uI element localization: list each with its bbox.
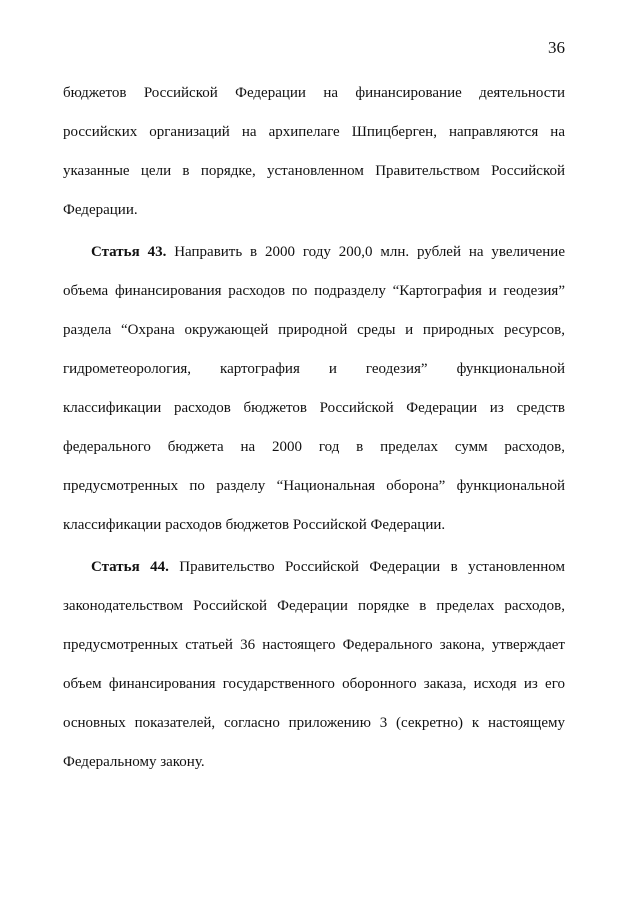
article-43: [63, 237, 565, 549]
text-line: законодательством Российской Федерации порядке в пределах расходов,: [63, 598, 565, 614]
text-line: гидрометеорология, картография и геодезия” функциональной: [63, 361, 565, 377]
article-44: [63, 552, 565, 786]
text-line: предусмотренных по разделу “Национальная оборона” функциональной: [63, 478, 565, 494]
text-line: федерального бюджета на 2000 год в пределах сумм расходов,: [63, 439, 565, 455]
text-line: классификации расходов бюджетов Российской Федерации из средств: [63, 400, 565, 416]
text-line: объема финансирования расходов по подразделу “Картография и геодезия”: [63, 283, 565, 299]
page-number: 36: [548, 38, 565, 57]
text-line: [63, 237, 565, 276]
article-label: Статья 44.: [91, 559, 169, 575]
text-line: основных показателей, согласно приложению 3 (секретно) к настоящему: [63, 715, 565, 731]
text-line: указанные цели в порядке, установленном Правительством Российской: [63, 163, 565, 179]
article-text: Направить в 2000 году 200,0 млн. рублей на увеличение: [166, 244, 565, 260]
paragraph-continuation: [63, 78, 565, 234]
text-line: объем финансирования государственного оборонного заказа, исходя из его: [63, 676, 565, 692]
text-line: классификации расходов бюджетов Российской Федерации.: [63, 517, 446, 533]
document-body: [63, 78, 565, 786]
article-text: Правительство Российской Федерации в установленном: [168, 559, 565, 575]
text-line: Федеральному закону.: [63, 754, 205, 770]
text-line: Федерации.: [63, 202, 138, 218]
text-line: российских организаций на архипелаге Шпицберген, направляются на: [63, 124, 565, 140]
text-line: [63, 552, 565, 591]
text-line: раздела “Охрана окружающей природной среды и природных ресурсов,: [63, 322, 565, 338]
text-line: предусмотренных статьей 36 настоящего Федерального закона, утверждает: [63, 637, 565, 653]
text-line: бюджетов Российской Федерации на финансирование деятельности: [63, 85, 565, 101]
article-label: Статья 43.: [91, 244, 167, 260]
